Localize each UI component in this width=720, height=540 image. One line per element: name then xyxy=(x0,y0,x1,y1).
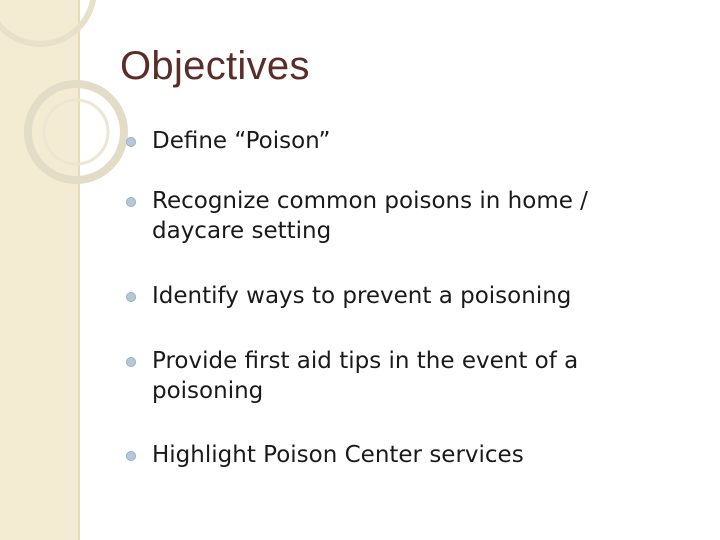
list-item xyxy=(126,186,686,246)
bullet-text: Recognize common poisons in home / daycare setting xyxy=(152,188,588,244)
bullet-text: Identify ways to prevent a poisoning xyxy=(152,283,572,309)
bullet-text: Provide first aid tips in the event of a poisoning xyxy=(152,348,579,404)
bullet-dot-icon xyxy=(126,137,136,147)
bullet-dot-icon xyxy=(126,197,136,207)
list-item xyxy=(126,440,686,470)
bullet-dot-icon xyxy=(126,451,136,461)
bullet-text: Define “Poison” xyxy=(152,128,331,154)
objectives-list xyxy=(126,126,686,470)
list-item xyxy=(126,281,686,311)
list-item xyxy=(126,126,686,156)
bullet-dot-icon xyxy=(126,292,136,302)
decorative-rings-icon xyxy=(0,0,140,220)
slide-title: Objectives xyxy=(120,44,310,88)
bullet-text: Highlight Poison Center services xyxy=(152,442,524,468)
bullet-dot-icon xyxy=(126,357,136,367)
list-item xyxy=(126,346,686,406)
